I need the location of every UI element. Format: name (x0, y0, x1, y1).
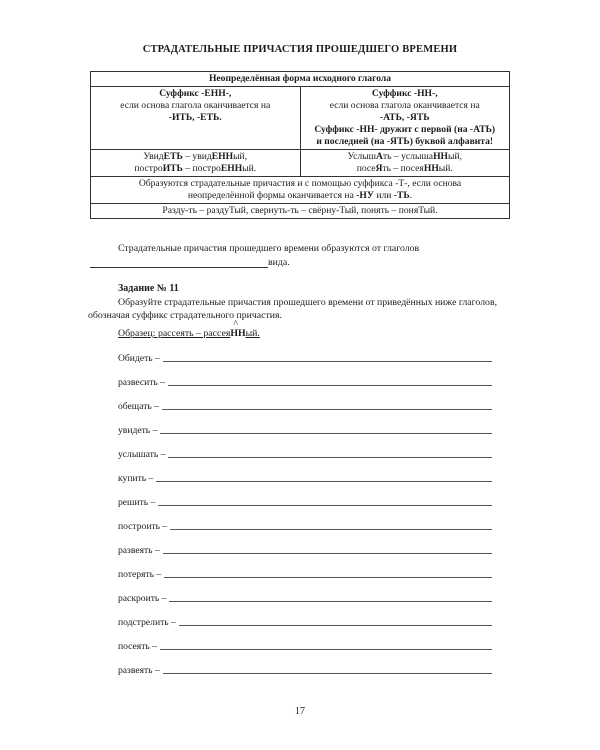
exercise-row (118, 590, 492, 604)
rule-enn-suffix: Суффикс -ЕНН-, (159, 88, 232, 99)
rule-nn-endings: -АТЬ, -ЯТЬ (379, 112, 430, 123)
exercise-row (118, 542, 492, 556)
enn-example-1: УвидЕТЬ – увидЕННый, (143, 151, 248, 162)
exercise-verb: подстрелить – (118, 617, 176, 628)
exercise-verb: раскроить – (118, 593, 167, 604)
rule-nn-note-1: Суффикс -НН- дружит с первой (на -АТЬ) (314, 124, 496, 135)
exercise-row (118, 446, 492, 460)
answer-line[interactable] (163, 361, 492, 362)
answer-line[interactable] (160, 649, 492, 650)
exercise-row (118, 518, 492, 532)
exercise-verb: увидеть – (118, 425, 158, 436)
answer-line[interactable] (168, 385, 492, 386)
answer-line[interactable] (169, 601, 492, 602)
answer-line[interactable] (163, 673, 492, 674)
nn-examples-cell (300, 150, 510, 177)
answer-line[interactable] (163, 553, 492, 554)
exercise-verb: посеять – (118, 641, 157, 652)
exercise-verb: развесить – (118, 377, 165, 388)
rule-nn-note-2: и последней (на -ЯТЬ) буквой алфавита! (316, 136, 494, 147)
exercise-row (118, 422, 492, 436)
task-instructions: Образуйте страдательные причастия прошедшего времени от приведённых ниже глаголов, обозначая суффикс страдательного причастия. (88, 297, 498, 321)
rule-enn-condition: если основа глагола оканчивается на (120, 100, 271, 111)
enn-examples-cell (91, 150, 301, 177)
page-title: СТРАДАТЕЛЬНЫЕ ПРИЧАСТИЯ ПРОШЕДШЕГО ВРЕМЕНИ (142, 44, 458, 55)
exercise-row (118, 566, 492, 580)
statement-line-2: вида. (90, 257, 290, 268)
exercise-verb: решить – (118, 497, 156, 508)
rule-nn-condition: если основа глагола оканчивается на (329, 100, 480, 111)
answer-blank[interactable] (90, 267, 268, 268)
task-sample: Образец: рассеять – рассея^ ННый. (118, 328, 260, 339)
exercise-row (118, 662, 492, 676)
exercise-verb: развеять – (118, 545, 160, 556)
exercise-verb: услышать – (118, 449, 166, 460)
rule-enn-endings: -ИТЬ, -ЕТЬ. (168, 112, 222, 123)
nn-example-1: УслышАть – услышаННый, (347, 151, 462, 162)
statement-line-1: Страдательные причастия прошедшего времени образуются от глаголов (118, 243, 420, 254)
answer-line[interactable] (179, 625, 492, 626)
rule-enn-cell (91, 87, 301, 150)
answer-line[interactable] (162, 409, 492, 410)
answer-line[interactable] (158, 505, 492, 506)
answer-line[interactable] (168, 457, 492, 458)
enn-example-2: построИТЬ – построЕННый. (134, 163, 257, 174)
exercise-row (118, 350, 492, 364)
page-number: 17 (295, 706, 305, 717)
exercise-verb: купить – (118, 473, 154, 484)
rules-table (90, 71, 510, 219)
exercise-verb: развеять – (118, 665, 160, 676)
answer-line[interactable] (164, 577, 492, 578)
exercise-row (118, 614, 492, 628)
rule-nn-cell (300, 87, 510, 150)
task-heading: Задание № 11 (118, 283, 179, 294)
exercise-row (118, 494, 492, 508)
answer-line[interactable] (156, 481, 492, 482)
exercise-row (118, 470, 492, 484)
answer-line[interactable] (160, 433, 492, 434)
suffix-mark: ^ НН (230, 328, 245, 339)
t-suffix-rule: Образуются страдательные причастия и с помощью суффикса -Т-, если основа неопределённой формы оканчивается на -НУ или -ТЬ. (91, 177, 510, 204)
table-header: Неопределённая форма исходного глагола (91, 72, 510, 87)
exercise-row (118, 398, 492, 412)
exercise-verb: построить – (118, 521, 168, 532)
exercise-verb: потерять – (118, 569, 162, 580)
exercise-verb: Обидеть – (118, 353, 160, 364)
exercise-verb: обещать – (118, 401, 159, 412)
answer-line[interactable] (170, 529, 492, 530)
t-suffix-examples: Разду-ть – раздуТый, свернуть-ть – свёрну-Тый, понять – поняТый. (91, 204, 510, 219)
exercise-row (118, 374, 492, 388)
nn-example-2: посеЯть – посеяННый. (356, 163, 453, 174)
exercise-row (118, 638, 492, 652)
rule-nn-suffix: Суффикс -НН-, (371, 88, 438, 99)
